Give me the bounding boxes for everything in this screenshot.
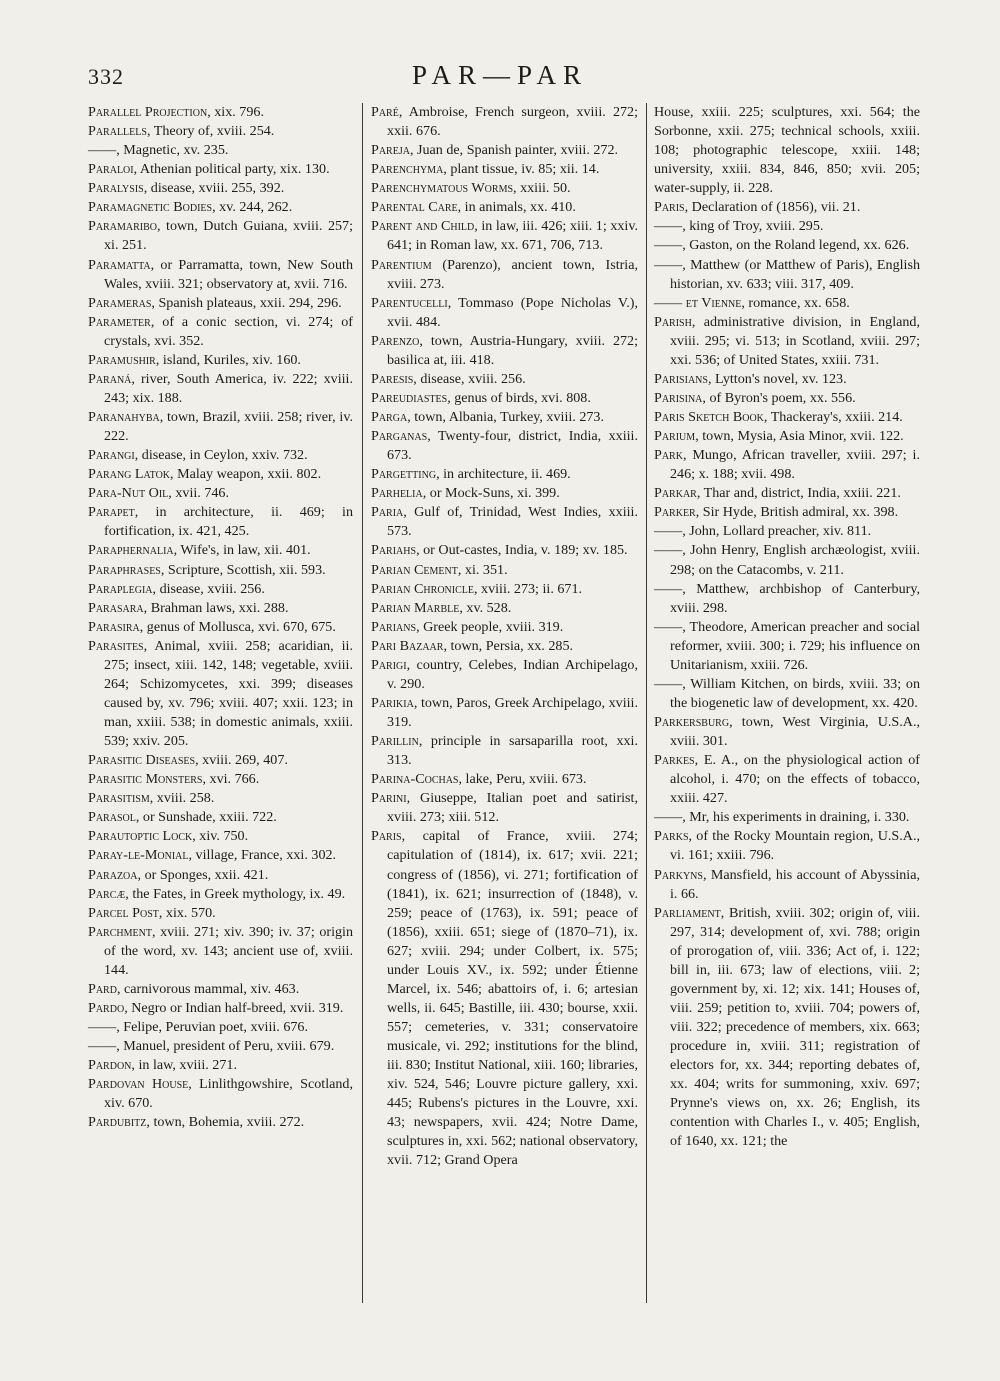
index-entry: Parkyns, Mansfield, his account of Abyssinia, i. 66.: [654, 866, 920, 902]
index-entry: Paramaribo, town, Dutch Guiana, xviii. 257; xi. 251.: [88, 218, 353, 254]
index-entry: Park, Mungo, African traveller, xviii. 297; i. 246; x. 188; xvii. 498.: [654, 447, 920, 483]
index-column-1: [88, 103, 353, 1132]
index-entry: Pareudiastes, genus of birds, xvi. 808.: [371, 389, 591, 406]
index-entry: Parish, administrative division, in England, xviii. 295; vi. 513; in Scotland, xviii. 297; xxi. 536; of United States, xxiii. 731.: [654, 313, 920, 368]
index-entry: Parenchyma, plant tissue, iv. 85; xii. 14.: [371, 161, 600, 178]
index-entry: ——, William Kitchen, on birds, xviii. 33; on the biogenetic law of development, xx. 420.: [654, 675, 920, 711]
index-entry: Parchment, xviii. 271; xiv. 390; iv. 37; origin of the word, xv. 143; ancient use of, xviii. 144.: [88, 923, 353, 978]
index-entry: Parasira, genus of Mollusca, xvi. 670, 675.: [88, 618, 336, 635]
index-entry: Parkar, Thar and, district, India, xxiii. 221.: [654, 485, 901, 502]
index-entry: ——, Matthew (or Matthew of Paris), English historian, xv. 633; viii. 317, 409.: [654, 256, 920, 292]
index-column-3: [654, 103, 920, 1151]
index-column-2: [371, 103, 638, 1171]
index-entry: Paris, Declaration of (1856), vii. 21.: [654, 199, 861, 216]
page-number: 332: [88, 64, 124, 89]
index-entry: Pardovan House, Linlithgowshire, Scotland, xiv. 670.: [88, 1076, 353, 1112]
index-entry: ——, Felipe, Peruvian poet, xviii. 676.: [88, 1019, 308, 1035]
index-entry: Parga, town, Albania, Turkey, xviii. 273.: [371, 409, 604, 425]
index-entry: Parliament, British, xviii. 302; origin of, viii. 297, 314; development of, xvi. 788; origin of prorogation of, viii. 336; Act of, i. 122; bill in, iii. 673; law of elections, viii. 2; government by, xi. 12; xix. 141; Houses of, viii. 259; petition to, xviii. 704; powers of, viii. 322; precedence of members, xix. 663; procedure in, xviii. 311; registration of electors for, xx. 344; reporting debates of, xx. 404; writs for summoning, xxiv. 697; Prynne's views on, xx. 26; English, its contention with Charles I., v. 405; English, of 1640, xx. 121; the: [654, 904, 920, 1150]
index-entry: Paris, capital of France, xviii. 274; capitulation of (1814), ix. 617; xvii. 221; congress of (1856), vi. 271; fortification of (1841), ix. 621; insurrection of (1848), v. 259; peace of (1763), ix. 591; peace of (1856), xxiii. 651; siege of (1870–71), ix. 627; xviii. 294; under Colbert, ix. 575; under Louis XV., ix. 592; under Étienne Marcel, ix. 546; abattoirs of, i. 6; artesian wells, ii. 645; Bastille, iii. 430; bourse, xxii. 557; cemeteries, v. 331; conservatoire musicale, vi. 292; institutions for the blind, iii. 830; Institut National, xiii. 160; libraries, xiv. 524, 546; Louvre picture gallery, xxi. 445; Rubens's pictures in the Louvre, xxi. 43; newspapers, xvii. 424; Notre Dame, sculptures in, xxi. 562; national observatory, xvii. 712; Grand Opera: [371, 828, 638, 1169]
index-entry: Parautoptic Lock, xiv. 750.: [88, 828, 249, 845]
index-entry: Paraloi, Athenian political party, xix. 130.: [88, 161, 330, 178]
index-entry: Pard, carnivorous mammal, xiv. 463.: [88, 980, 300, 997]
index-entry: Pareja, Juan de, Spanish painter, xviii. 272.: [371, 142, 619, 159]
index-entry: Paramagnetic Bodies, xv. 244, 262.: [88, 199, 293, 216]
index-entry: Pardon, in law, xviii. 271.: [88, 1057, 237, 1074]
index-entry: Parillin, principle in sarsaparilla root, xxi. 313.: [371, 733, 638, 769]
index-entry: Paraphernalia, Wife's, in law, xii. 401.: [88, 542, 311, 559]
index-entry: Parental Care, in animals, xx. 410.: [371, 199, 576, 216]
index-entry: Paranahyba, town, Brazil, xviii. 258; river, iv. 222.: [88, 409, 353, 445]
index-entry: Parentucelli, Tommaso (Pope Nicholas V.), xvii. 484.: [371, 294, 638, 330]
index-entry: Parallels, Theory of, xviii. 254.: [88, 123, 275, 140]
index-entry: ——, Mr, his experiments in draining, i. 330.: [654, 809, 910, 826]
index-entry: Paraphrases, Scripture, Scottish, xii. 593.: [88, 561, 326, 578]
index-entry: Parini, Giuseppe, Italian poet and satirist, xviii. 273; xiii. 512.: [371, 790, 638, 826]
index-entry: Parasitic Monsters, xvi. 766.: [88, 771, 260, 788]
index-entry: Parks, of the Rocky Mountain region, U.S.A., vi. 161; xxiii. 796.: [654, 828, 920, 864]
index-entry: House, xxiii. 225; sculptures, xxi. 564; the Sorbonne, xxii. 275; technical schools, xxiii. 108; photographic telescope, xxiii. 148; university, xxiii. 834, 846, 850; xvii. 205; water-supply, ii. 228.: [654, 104, 920, 197]
index-entry: Paris Sketch Book, Thackeray's, xxiii. 214.: [654, 409, 903, 425]
index-entry: Parameter, of a conic section, vi. 274; of crystals, xvi. 352.: [88, 313, 353, 349]
index-entry: Parium, town, Mysia, Asia Minor, xvii. 122.: [654, 428, 904, 445]
index-entry: Parasara, Brahman laws, xxi. 288.: [88, 599, 289, 616]
index-entry: ——, John Henry, English archæologist, xviii. 298; on the Catacombs, v. 211.: [654, 542, 920, 578]
index-entry: Pardubitz, town, Bohemia, xviii. 272.: [88, 1114, 305, 1131]
index-entry: Parcæ, the Fates, in Greek mythology, ix. 49.: [88, 885, 346, 902]
index-entry: Parisians, Lytton's novel, xv. 123.: [654, 370, 847, 387]
index-entry: Parikia, town, Paros, Greek Archipelago, xviii. 319.: [371, 694, 638, 730]
index-entry: Parasitic Diseases, xviii. 269, 407.: [88, 752, 288, 769]
index-entry: Paresis, disease, xviii. 256.: [371, 370, 526, 387]
index-entry: Parkes, E. A., on the physiological action of alcohol, i. 470; on the effects of tobacco, xxiii. 427.: [654, 752, 920, 807]
index-entry: Parcel Post, xix. 570.: [88, 904, 216, 921]
index-entry: Paraná, river, South America, iv. 222; xviii. 243; xix. 188.: [88, 370, 353, 406]
index-entry: Parasitism, xviii. 258.: [88, 790, 215, 807]
index-entry: Parganas, Twenty-four, district, India, xxiii. 673.: [371, 428, 638, 464]
index-entry: Pardo, Negro or Indian half-breed, xvii. 319.: [88, 999, 344, 1016]
index-entry: Paralysis, disease, xviii. 255, 392.: [88, 180, 285, 197]
index-entry: Parasol, or Sunshade, xxiii. 722.: [88, 809, 277, 826]
running-head: PAR—PAR: [411, 60, 589, 90]
index-entry: —— et Vienne, romance, xx. 658.: [654, 294, 850, 311]
index-entry: ——, Gaston, on the Roland legend, xx. 626.: [654, 237, 910, 254]
index-entry: Parasites, Animal, xviii. 258; acaridian, ii. 275; insect, xiii. 142, 148; vegetable, xviii. 264; Schizomycetes, xxi. 399; diseases caused by, xv. 796; xviii. 407; xxii. 123; in man, xxiii. 538; in domestic animals, xxiii. 539; xxiv. 205.: [88, 637, 353, 750]
index-entry: Parian Chronicle, xviii. 273; ii. 671.: [371, 580, 583, 597]
column-rule: [362, 103, 363, 1303]
index-entry: Pargetting, in architecture, ii. 469.: [371, 466, 571, 483]
index-entry: ——, John, Lollard preacher, xiv. 811.: [654, 523, 872, 540]
index-entry: Parang Latok, Malay weapon, xxii. 802.: [88, 466, 322, 483]
index-entry: Pariahs, or Out-castes, India, v. 189; xv. 185.: [371, 542, 628, 559]
index-entry: Parian Cement, xi. 351.: [371, 561, 508, 578]
index-entry: Paré, Ambroise, French surgeon, xviii. 272; xxii. 676.: [371, 104, 638, 140]
index-entry: Paraplegia, disease, xviii. 256.: [88, 580, 265, 597]
index-entry: Parhelia, or Mock-Suns, xi. 399.: [371, 485, 560, 502]
index-entry: Paria, Gulf of, Trinidad, West Indies, xxiii. 573.: [371, 504, 638, 540]
index-entry: Parigi, country, Celebes, Indian Archipelago, v. 290.: [371, 656, 638, 692]
index-entry: Parians, Greek people, xviii. 319.: [371, 618, 564, 635]
index-entry: Paramatta, or Parramatta, town, New South Wales, xviii. 321; observatory at, xvii. 716.: [88, 256, 353, 292]
index-entry: ——, Matthew, archbishop of Canterbury, xviii. 298.: [654, 580, 920, 616]
index-entry: Parangi, disease, in Ceylon, xxiv. 732.: [88, 447, 308, 464]
index-entry: Parisina, of Byron's poem, xx. 556.: [654, 389, 856, 406]
index-entry: ——, king of Troy, xviii. 295.: [654, 218, 824, 235]
index-entry: ——, Magnetic, xv. 235.: [88, 142, 229, 159]
index-entry: Parentium (Parenzo), ancient town, Istria, xviii. 273.: [371, 256, 638, 292]
index-entry: Parameras, Spanish plateaus, xxii. 294, 296.: [88, 294, 342, 311]
column-rule: [646, 103, 647, 1303]
index-entry: Parallel Projection, xix. 796.: [88, 104, 264, 120]
index-entry: Parkersburg, town, West Virginia, U.S.A., xviii. 301.: [654, 714, 920, 750]
index-entry: Parina-Cochas, lake, Peru, xviii. 673.: [371, 771, 587, 788]
index-entry: Paramushir, island, Kuriles, xiv. 160.: [88, 351, 301, 368]
index-entry: Parenzo, town, Austria-Hungary, xviii. 272; basilica at, iii. 418.: [371, 332, 638, 368]
index-entry: Parazoa, or Sponges, xxii. 421.: [88, 866, 269, 883]
index-entry: Parent and Child, in law, iii. 426; xiii. 1; xxiv. 641; in Roman law, xx. 671, 706, 713.: [371, 218, 638, 254]
index-entry: Parian Marble, xv. 528.: [371, 599, 512, 616]
index-entry: ——, Manuel, president of Peru, xviii. 679.: [88, 1038, 335, 1055]
index-entry: Paray-le-Monial, village, France, xxi. 302.: [88, 847, 337, 864]
index-entry: ——, Theodore, American preacher and social reformer, xviii. 300; i. 729; his influence on Unitarianism, xxiii. 726.: [654, 618, 920, 673]
index-entry: Parenchymatous Worms, xxiii. 50.: [371, 180, 571, 197]
index-entry: Para-Nut Oil, xvii. 746.: [88, 485, 229, 502]
index-entry: Parker, Sir Hyde, British admiral, xx. 398.: [654, 504, 899, 521]
index-entry: Pari Bazaar, town, Persia, xx. 285.: [371, 637, 574, 654]
index-entry: Parapet, in architecture, ii. 469; in fortification, ix. 421, 425.: [88, 504, 353, 540]
